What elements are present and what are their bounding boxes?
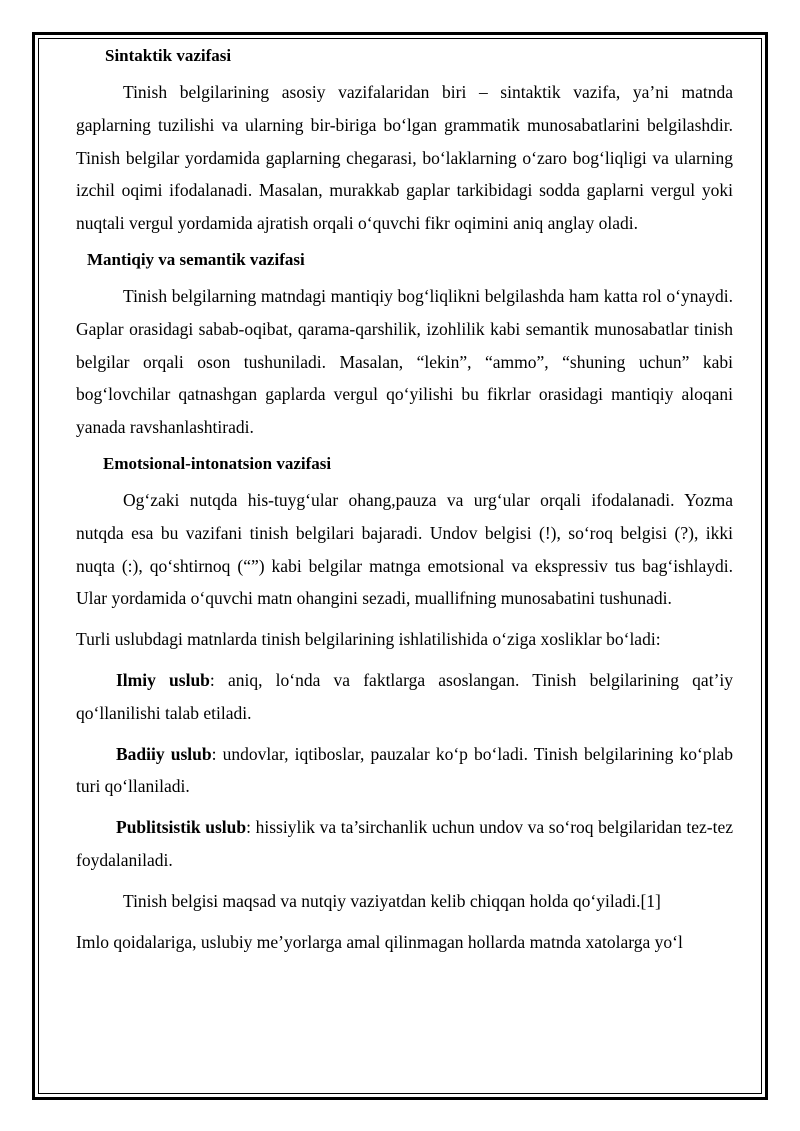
text-artistic-style: : undovlar, iqtiboslar, pauzalar ko‘p bo‘ladi. Tinish belgilarining ko‘plab turi qo‘llaniladi. — [76, 743, 734, 797]
paragraph-syntactic: Tinish belgilarining asosiy vazifalaridan biri – sintaktik vazifa, ya’ni matnda gaplarning tuzilishi va ularning bir-biriga bo‘lgan grammatik munosabatlarini belgilashdir. Tinish belgilar yordamida gaplarning chegarasi, bo‘laklarning o‘zaro bog‘liqligi va ularning izchil oqimi ifodalanadi. Masalan, murakkab gaplar tarkibidagi sodda gaplarni vergul yoki nuqtali vergul yordamida ajratish orqali o‘quvchi fikr oqimini aniq anglay oladi. — [76, 82, 733, 234]
paragraph-style-scientific — [76, 664, 733, 730]
term-scientific-style: Ilmiy uslub — [116, 669, 210, 690]
section-heading-emotional-intonational: Emotsional-intonatsion vazifasi — [103, 453, 332, 473]
document-body — [76, 44, 733, 966]
paragraph-emotional-intonational: Og‘zaki nutqda his-tuyg‘ular ohang,pauza va urg‘ular orqali ifodalanadi. Yozma nutqda esa bu vazifani tinish belgilari bajaradi. Undov belgisi (!), so‘roq belgisi (?), ikki nuqta (:), qo‘shtirnoq (“”) kabi belgilar matnga emotsional va ekspressiv tus bag‘ishlaydi. Ular yordamida o‘quvchi matn ohangini sezadi, muallifning munosabatini tushunadi. — [76, 489, 733, 609]
term-publicistic-style: Publitsistik uslub — [116, 817, 247, 838]
paragraph-style-publicistic — [76, 811, 733, 877]
section-heading-syntactic: Sintaktik vazifasi — [105, 46, 232, 65]
paragraph-style-artistic — [76, 738, 733, 804]
text-publicistic-style: : hissiylik va ta’sirchanlik uchun undov va so‘roq belgilaridan tez-tez foydalaniladi. — [76, 817, 733, 870]
section-heading-logical-semantic: Mantiqiy va semantik vazifasi — [87, 249, 305, 269]
text-scientific-style: : aniq, lo‘nda va faktlarga asoslangan. Tinish belgilarining qat’iy qo‘llanilishi talab etiladi. — [76, 669, 734, 723]
paragraph-logical-semantic: Tinish belgilarning matndagi mantiqiy bog‘liqlikni belgilashda ham katta rol o‘ynaydi. Gaplar orasidagi sabab-oqibat, qarama-qarshilik, izohlilik kabi semantik munosabatlar tinish belgilar orqali oson tushuniladi. Masalan, “lekin”, “ammo”, “shuning uchun” kabi bog‘lovchilar qatnashgan gaplarda vergul qo‘yilishi bu fikrlar orasidagi mantiqiy aloqani yanada ravshanlashtiradi. — [76, 285, 733, 438]
term-artistic-style: Badiiy uslub — [116, 743, 212, 764]
paragraph-closing: Tinish belgisi maqsad va nutqiy vaziyatdan kelib chiqqan holda qo‘yiladi.[1] — [123, 890, 661, 911]
paragraph-styles-intro: Turli uslubdagi matnlarda tinish belgilarining ishlatilishida o‘ziga xosliklar bo‘ladi: — [76, 629, 661, 650]
paragraph-last-line: Imlo qoidalariga, uslubiy me’yorlarga amal qilinmagan hollarda matnda xatolarga yo‘l — [76, 931, 683, 952]
